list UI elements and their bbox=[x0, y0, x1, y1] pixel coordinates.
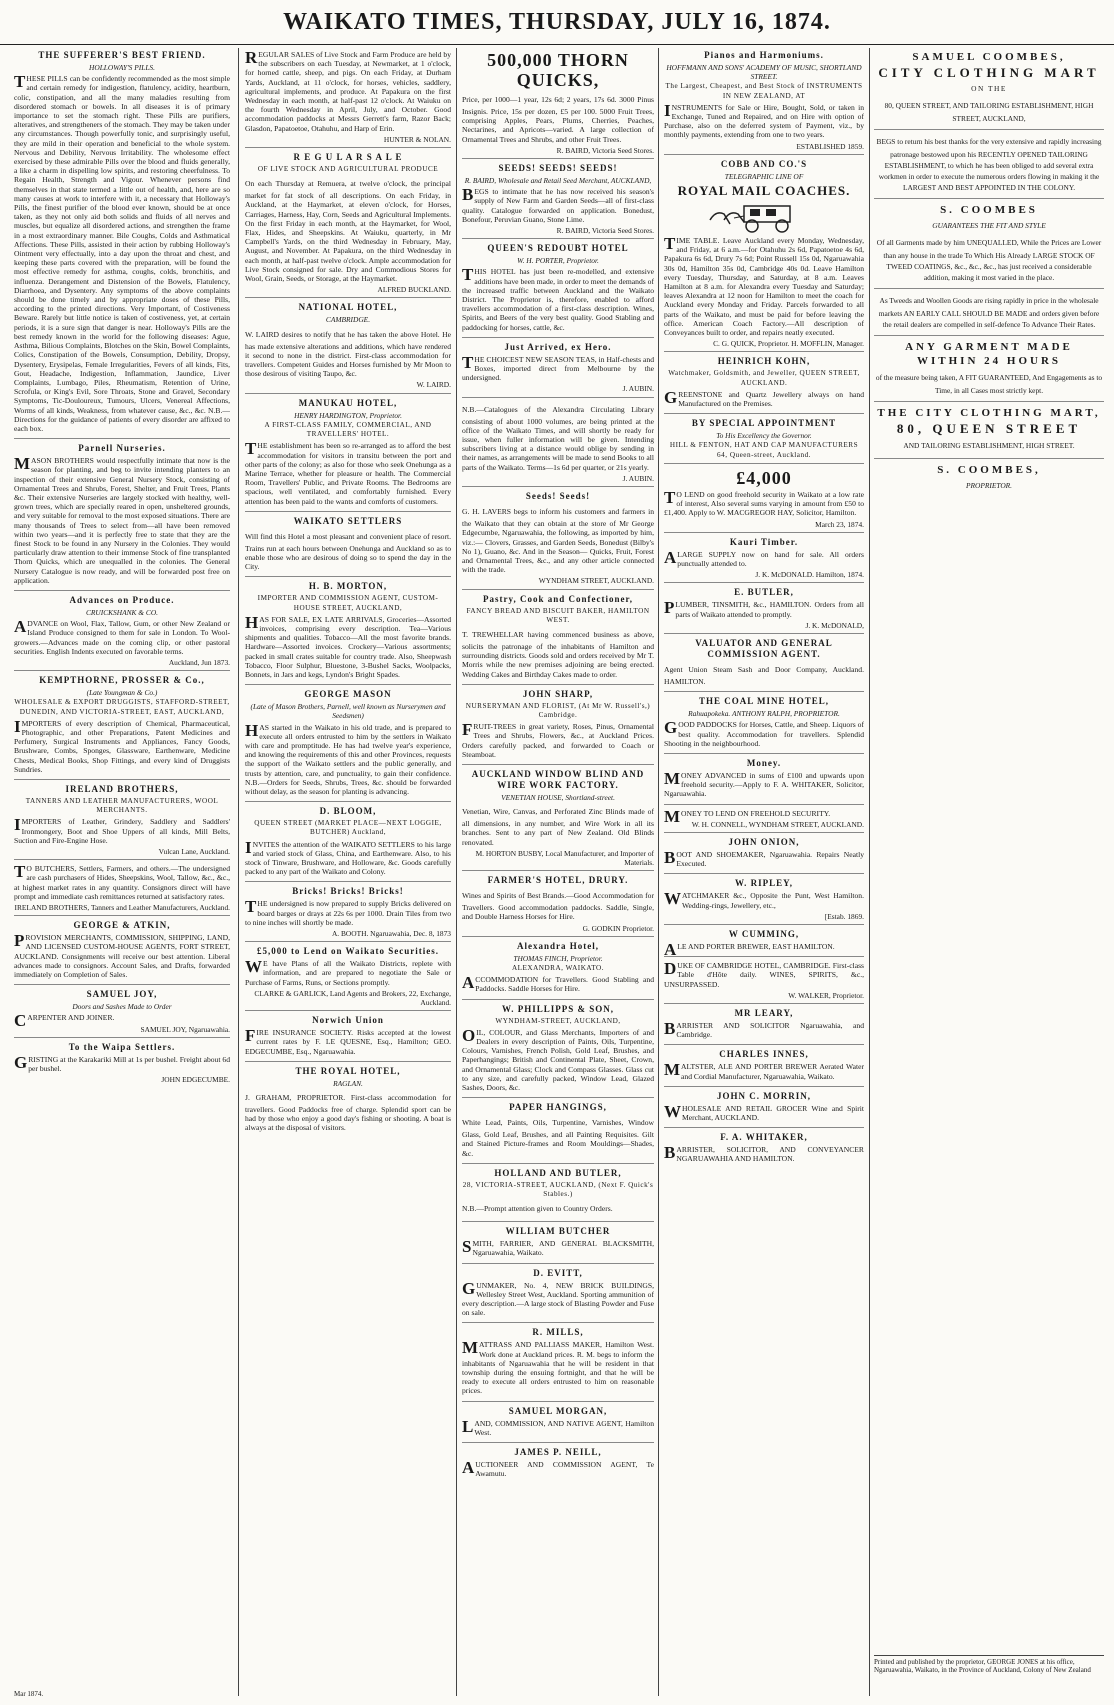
ad-heading: W. RIPLEY, bbox=[734, 878, 794, 889]
ad-subheading: TELEGRAPHIC LINE OF bbox=[724, 171, 804, 181]
ad-body: TO BUTCHERS, Settlers, Farmers, and others.—The undersigned are cash purchasers of Hides, Sheepskins, Wool, Tallow, &c., &c., at highest market rates in any quantity. Consignors direct will have prompt and immediate cash remittances returned at satisfactory rates. bbox=[14, 862, 230, 901]
advertisement bbox=[874, 293, 1104, 336]
ad-caption: A FIRST-CLASS FAMILY, COMMERCIAL, AND TRAVELLERS' HOTEL. bbox=[264, 420, 432, 439]
advertisement bbox=[462, 941, 654, 1000]
ad-heading: IRELAND BROTHERS, bbox=[65, 784, 179, 795]
ad-subheading: HOLLOWAY'S PILLS. bbox=[89, 63, 155, 72]
ad-heading: W. PHILLIPPS & SON, bbox=[502, 1003, 614, 1014]
ad-heading: To the Waipa Settlers. bbox=[68, 1041, 176, 1052]
ad-heading: NATIONAL HOTEL, bbox=[298, 302, 398, 313]
ad-heading: Parnell Nurseries. bbox=[78, 443, 166, 454]
ad-heading: WAIKATO SETTLERS bbox=[293, 515, 403, 526]
ad-signature: WYNDHAM STREET, AUCKLAND. bbox=[538, 576, 654, 586]
ad-signature: W. WALKER, Proprietor. bbox=[788, 990, 864, 1000]
advertisement bbox=[462, 163, 654, 239]
advertisement bbox=[245, 50, 451, 148]
ad-heading: Money. bbox=[746, 757, 782, 768]
advertisement bbox=[664, 537, 864, 584]
ad-signature: J. AUBIN. bbox=[622, 384, 654, 394]
advertisement bbox=[874, 406, 1104, 459]
advertisement bbox=[462, 491, 654, 589]
advertisement bbox=[462, 1102, 654, 1164]
ad-body: IMPORTERS of Leather, Grindery, Saddlery and Saddlers' Ironmongery, Boot and Shoe Uppers of all kinds, Mill Belts, Suction and Fire-Engine Hose. bbox=[14, 815, 230, 845]
ad-heading: QUEEN'S REDOUBT HOTEL bbox=[487, 243, 629, 254]
ad-heading: SAMUEL MORGAN, bbox=[508, 1405, 608, 1416]
ad-signature: ESTABLISHED 1859. bbox=[796, 141, 864, 151]
ad-body: CARPENTER AND JOINER. bbox=[14, 1011, 115, 1031]
column-2 bbox=[245, 48, 451, 1696]
ad-signature: M. HORTON BUSBY, Local Manufacturer, and Importer of Materials. bbox=[475, 848, 654, 867]
ad-body: BOOT AND SHOEMAKER, Ngaruawahia. Repairs Neatly Executed. bbox=[664, 847, 864, 869]
advertisement bbox=[874, 50, 1104, 130]
ad-body: TO LEND on good freehold security in Waikato at a low rate of interest, Also several sums varying in amount from £50 to £1,400. Apply to W. MACGREGOR HAY, Solicitor, Hamilton. bbox=[664, 487, 864, 518]
advertisement bbox=[664, 418, 864, 464]
ad-display-line: ROYAL MAIL COACHES. bbox=[677, 183, 851, 199]
ad-signature: IRELAND BROTHERS, Tanners and Leather Manufacturers, Auckland. bbox=[14, 903, 230, 913]
column-5 bbox=[874, 48, 1104, 1696]
advertisement bbox=[14, 784, 230, 860]
ad-signature: J. AUBIN. bbox=[622, 473, 654, 483]
ad-heading: Pianos and Harmoniums. bbox=[704, 50, 824, 60]
ad-body: THE undersigned is now prepared to supply Bricks delivered on board barges or drays at 22s 6s per 1000. Drain Tiles from two to nine inches will shortly be made. bbox=[245, 897, 451, 927]
ad-heading: FARMER'S HOTEL, DRURY. bbox=[487, 875, 629, 886]
ad-heading: H. B. MORTON, bbox=[308, 581, 388, 592]
ad-body: MALTSTER, ALE AND PORTER BREWER Aerated Water and Cordial Manufacturer, Ngaruawahia, Waikato. bbox=[664, 1060, 864, 1081]
ad-heading: Seeds! Seeds! bbox=[525, 491, 591, 502]
advertisement bbox=[245, 398, 451, 512]
ad-subheading: (Late Youngman & Co.) bbox=[86, 688, 158, 698]
newspaper-title: WAIKATO TIMES, THURSDAY, JULY 16, 1874. bbox=[283, 9, 831, 35]
ad-subheading: RAGLAN. bbox=[333, 1078, 363, 1088]
advertisement bbox=[462, 1004, 654, 1099]
ad-signature: G. GODKIN Proprietor. bbox=[582, 923, 654, 933]
ad-caption: Watchmaker, Goldsmith, and Jeweller, QUEEN STREET, AUCKLAND. bbox=[668, 369, 860, 387]
advertisement bbox=[14, 920, 230, 985]
ad-body: THE CHOICEST NEW SEASON TEAS, in Half-chests and Boxes, imported direct from Melbourne by the undersigned. bbox=[462, 352, 654, 383]
ad-heading: COBB AND CO.'S bbox=[720, 158, 808, 169]
advertisement bbox=[664, 961, 864, 1004]
ad-body: INVITES the attention of the WAIKATO SETTLERS to his large and varied stock of Glass, China, and Earthenware. Also, to his stock of Tinware, Brushware, and Holloware, &c. Goods carefully packed to any part of the Waikato and Colony. bbox=[245, 837, 451, 877]
ad-body: OIL, COLOUR, and Glass Merchants, Importers of and Dealers in every description of Paints, Oils, Turpentine, Colours, Varnishes, French Polish, Gold Leaf, Brushes, and Paperhangings; British and Continental Plate, Sheet, Crown, and Ornamental Glass; Clock and Compass Glasses. Glass cut to any size, and carefully packed, Window Lead, Glazed Sashes, Doors, &c. bbox=[462, 1025, 654, 1093]
ad-display-line: CITY CLOTHING MART bbox=[878, 65, 1100, 80]
ad-subheading: PROPRIETOR. bbox=[965, 481, 1013, 490]
ad-caption: The Largest, Cheapest, and Best Stock of INSTRUMENTS IN NEW ZEALAND, AT bbox=[665, 82, 863, 100]
advertisement bbox=[462, 402, 654, 487]
ad-signature: W. H. CONNELL, WYNDHAM STREET, AUCKLAND. bbox=[691, 819, 864, 829]
ad-heading: Norwich Union bbox=[312, 1015, 384, 1026]
column-4 bbox=[664, 48, 864, 1696]
ad-heading: Advances on Produce. bbox=[69, 594, 175, 605]
ad-heading: THE SUFFERER'S BEST FRIEND. bbox=[38, 50, 206, 60]
ad-heading: JOHN C. MORRIN, bbox=[717, 1090, 811, 1101]
ad-signature: ALFRED BUCKLAND. bbox=[377, 285, 451, 295]
ad-heading: JAMES P. NEILL, bbox=[514, 1447, 602, 1458]
ad-body: AND TAILORING ESTABLISHMENT, HIGH STREET. bbox=[903, 441, 1075, 450]
advertisement bbox=[462, 342, 654, 398]
ad-body: WHOLESALE AND RETAIL GROCER Wine and Spirit Merchant, AUCKLAND. bbox=[664, 1101, 864, 1122]
advertisement bbox=[462, 689, 654, 765]
ad-heading: THE COAL MINE HOTEL, bbox=[698, 696, 830, 707]
advertisement bbox=[245, 689, 451, 802]
ad-caption: ON THE bbox=[971, 84, 1007, 93]
advertisement bbox=[664, 638, 864, 692]
ad-heading: JOHN SHARP, bbox=[522, 688, 594, 699]
advertisement bbox=[462, 875, 654, 937]
ad-body: W. LAIRD desires to notify that he has taken the above Hotel. He has made extensive alterations and additions, which have rendered it second to none in the district. First-class accommodation for travellers. Competent Guides and Horses furnished by Mr Moon to those desirous of visiting Taupo, &c. bbox=[245, 329, 451, 379]
ad-signature: A. BOOTH. Ngaruawahia, Dec. 8, 1873 bbox=[331, 929, 451, 939]
ad-heading: VALUATOR AND GENERAL COMMISSION AGENT. bbox=[695, 637, 833, 659]
advertisement bbox=[664, 837, 864, 874]
ad-caption: FANCY BREAD AND BISCUIT BAKER, HAMILTON WEST. bbox=[466, 606, 650, 624]
ad-body: MONEY TO LEND ON FREEHOLD SECURITY. bbox=[664, 806, 831, 826]
ad-signature: J. K. McDONALD. Hamilton, 1874. bbox=[755, 570, 864, 580]
advertisement bbox=[664, 696, 864, 754]
ad-body: White Lead, Paints, Oils, Turpentine, Varnishes, Window Glass, Gold Leaf, Brushes, and all Painting Requisites. Gilt and Stained Picture-frames and Room Mouldings—Shades, &c. bbox=[462, 1118, 654, 1158]
ad-body: LAND, COMMISSION, AND NATIVE AGENT, Hamilton West. bbox=[462, 1416, 654, 1437]
ad-subheading: Doors and Sashes Made to Order bbox=[72, 1002, 172, 1012]
ad-caption: QUEEN STREET (MARKET PLACE—NEXT LOGGIE, BUTCHER) Auckland, bbox=[254, 819, 442, 837]
ad-body: BEGS to intimate that he has now received his season's supply of New Farm and Garden Seeds—all of first-class quality. Catalogue forwarded on application. Bonedust, Bonefour, Peruvian Guano, Stone Lime. bbox=[462, 185, 654, 224]
advertisement bbox=[874, 463, 1104, 497]
ad-subheading: W. H. PORTER, Proprietor. bbox=[517, 256, 599, 266]
ad-body: Price, per 1000—1 year, 12s 6d; 2 years, 17s 6d. 3000 Pinus Insignis. Price, 15s per dozen, £5 per 100. 5000 Fruit Trees, comprising Apples, Pears, Plums, Cherries, Peaches, Nectarines, and Apricots—varied. A large collection of Ornamental Trees and Shrubs, and other Fruit Trees. bbox=[462, 95, 654, 144]
ad-body: MASON BROTHERS would respectfully intimate that now is the season for planting, and beg to invite intending planters to an inspection of their extensive General Nursery Stock, consisting of Ornamental Trees and Shrubs, Forest, Shelter, and Fruit Trees, Plants &c. Their extensive Nurseries are largely stocked with healthy, well-grown trees, which are specially reared in open, unsheltered grounds, and very suitable for removal to the most exposed situations. There are many thousands of Trees to select from—all have been removed within two years—and it is perfectly free to state that they are the finest Stock to be found in any Nursery in the Colonies. They would particularly draw attention to their immense Stock of fine transplanted Thorn Quicks, which are unequalled in the colonies. The General Nursery Catalogue is now ready, and will be forwarded post free on application. bbox=[14, 454, 230, 585]
ad-signature: JOHN EDGECUMBE. bbox=[161, 1075, 230, 1085]
ad-subheading: R. BAIRD, Wholesale and Retail Seed Merchant, AUCKLAND, bbox=[464, 176, 652, 186]
ad-heading: MR LEARY, bbox=[734, 1007, 794, 1018]
ad-heading: Bricks! Bricks! Bricks! bbox=[292, 886, 404, 897]
ad-body: Of all Garments made by him UNEQUALLED, While the Prices are Lower than any house in the trade To Which His Already LARGE STOCK OF TWEED COATINGS, &c., &c., &c., has just received a considerable addition, making it most varied in the place. bbox=[876, 238, 1102, 282]
advertisement bbox=[462, 243, 654, 338]
advertisement bbox=[245, 302, 451, 393]
advertisement bbox=[664, 929, 864, 957]
ad-body: BARRISTER, SOLICITOR, AND CONVEYANCER NGARUAWAHIA AND HAMILTON. bbox=[664, 1143, 864, 1164]
ad-body: SMITH, FARRIER, AND GENERAL BLACKSMITH, Ngaruawahia, Waikato. bbox=[462, 1237, 654, 1258]
ad-heading: GEORGE & ATKIN, bbox=[73, 920, 171, 931]
advertisement bbox=[14, 989, 230, 1038]
ad-subheading: CAMBRIDGE. bbox=[325, 315, 371, 325]
ad-signature: R. BAIRD, Victoria Seed Stores. bbox=[556, 145, 654, 155]
ad-body: FIRE INSURANCE SOCIETY. Risks accepted at the lowest current rates by F. LE QUESNE, Esq., Hamilton; GEO. EDGECUMBE, Esq., Ngaruawahia. bbox=[245, 1026, 451, 1056]
ad-heading: D. BLOOM, bbox=[319, 806, 377, 817]
ad-heading: GEORGE MASON bbox=[304, 689, 392, 700]
advertisement bbox=[14, 595, 230, 671]
ad-body: As Tweeds and Woollen Goods are rising rapidly in price in the wholesale markets AN EARLY CALL SHOULD BE MADE and orders given before the retail dealers are compelled in self-defence To Advance Their Rates. bbox=[878, 296, 1100, 329]
ad-heading: R E G U L A R S A L E bbox=[293, 152, 403, 163]
advertisement bbox=[664, 159, 864, 353]
ad-caption: IMPORTER AND COMMISSION AGENT, CUSTOM-HOUSE STREET, AUCKLAND, bbox=[257, 594, 439, 612]
ad-body: of the measure being taken, A FIT GUARANTEED, And Engagements as to Time, in all Cases most strictly kept. bbox=[875, 373, 1103, 395]
ad-caption: WHOLESALE & EXPORT DRUGGISTS, STAFFORD-STREET, DUNEDIN, AND VICTORIA-STREET, EAST, AUCKLAND, bbox=[14, 698, 230, 716]
advertisement bbox=[14, 1042, 230, 1088]
ad-body: ADVANCE on Wool, Flax, Tallow, Gum, or other New Zealand or Island Produce consigned to them for sale in London. To Wool-growers.—Advances made on the coming clip, or other pastoral securities. English Indents executed on favorable terms. bbox=[14, 617, 230, 656]
ad-heading: Alexandra Hotel, bbox=[517, 940, 599, 951]
ad-heading: Pastry, Cook and Confectioner, bbox=[483, 593, 633, 604]
ad-subheading: HENRY HARDINGTON, Proprietor. bbox=[294, 410, 402, 420]
ad-body: THIS HOTEL has just been re-modelled, and extensive additions have been made, in order to meet the demands of the increased traffic between Auckland and the Waikato District. The Proprietor is, therefore, enabled to afford travellers accommodation of a first-class description. Wines, Spirits, and Beers of the very best quality. Good Stabling and paddocking for horses, cattle, &c. bbox=[462, 265, 654, 332]
advertisement bbox=[462, 1447, 654, 1483]
column-3 bbox=[462, 48, 654, 1696]
column-rule bbox=[238, 48, 239, 1696]
ad-heading: D. EVITT, bbox=[533, 1267, 583, 1278]
coach-illustration bbox=[664, 200, 864, 234]
advertisement bbox=[462, 50, 654, 159]
ad-heading: JOHN ONION, bbox=[728, 836, 800, 847]
printer-imprint: Printed and published by the proprietor, GEORGE JONES at his office, Ngaruawahia, Waikato, in the Province of Auckland, Colony of New Zealand bbox=[874, 1655, 1104, 1675]
ad-body: TIME TABLE. Leave Auckland every Monday, Wednesday, and Friday, at 6 a.m.—for Otahuhu 2s 6d, Papatoetoe 4s 6d, Papakura 6s 6d, Drury 7s 6d; Point Russell 15s 0d, Ngaruawahia 30s 0d, Hamilton 35s 0d, Cambridge 40s 0d. Leave Hamilton every Tuesday, Thursday, and Saturday, at 8 a.m. Leaves Hamilton at 8 a.m. for Alexandra every Tuesday and Saturday; leaves Alexandra at 12 noon for Hamilton to meet the coach for Auckland every Monday and Friday. Parcels forwarded to all parts of the Waikato, and must be paid for before leaving the office. American Coach Factory.—All description of Conveyances built to order, and repairs neatly executed. bbox=[664, 234, 864, 338]
ad-heading: Kauri Timber. bbox=[729, 536, 799, 547]
ad-signature: Auckland, Jun 1873. bbox=[168, 657, 230, 667]
ad-body: J. GRAHAM, PROPRIETOR. First-class accommodation for travellers. Good Paddocks free of charge. Splendid sport can be had by those who enjoy a good day's fishing or shooting. A boat is always at the disposal of visitors. bbox=[245, 1093, 451, 1133]
ad-caption: 28, VICTORIA-STREET, AUCKLAND, (Next F. Quick's Stables.) bbox=[462, 1180, 654, 1199]
column-rule bbox=[456, 48, 457, 1696]
ad-signature: J. K. McDONALD, bbox=[805, 620, 864, 630]
advertisement bbox=[874, 134, 1104, 199]
advertisement bbox=[664, 1091, 864, 1128]
ad-heading: 500,000 THORN QUICKS, bbox=[487, 50, 629, 90]
ad-body: On each Thursday at Remuera, at twelve o'clock, the principal market for fat stock of all descriptions. On each Friday, in Auckland, at the Haymarket, at eleven o'clock, for Horses, Carriages, Harness, Hay, Corn, Seeds and Agricultural Implements. On the first Friday in each month, at the Haymarket, for Wool, Flax, Hides, and Sheepskins. At Waiuku, quarterly, in Mr Campbell's Yards, on the third Wednesday in February, May, August, and November. At Papakura, on the third Wednesday in each month, at half-past twelve o'clock. Ample accommodation for Live Stock consigned for sale. Dry and Commodious Stores for Wool, Grain, Seeds, or Storage, at the Haymarket. bbox=[245, 179, 451, 284]
ad-signature: HUNTER & NOLAN. bbox=[383, 134, 451, 144]
page-footnote: Mar 1874. bbox=[14, 1690, 44, 1698]
ad-body: GOOD PADDOCKS for Horses, Cattle, and Sheep. Liquors of best quality. Accommodation for travellers. Splendid Shooting in the neighbourhood. bbox=[664, 718, 864, 748]
ad-body: WATCHMAKER &c., Opposite the Punt, West Hamilton. Wedding-rings, Jewellery, etc., bbox=[664, 889, 864, 910]
advertisement bbox=[664, 758, 864, 805]
advertisement bbox=[14, 443, 230, 591]
ad-caption: HILL & FENTON, HAT AND CAP MANUFACTURERS 64, Queen-street, Auckland. bbox=[669, 441, 859, 459]
ad-heading: KEMPTHORNE, PROSSER & Co., bbox=[39, 675, 205, 686]
advertisement bbox=[664, 1008, 864, 1045]
advertisement bbox=[664, 878, 864, 925]
ad-heading: S. COOMBES, bbox=[937, 464, 1041, 476]
ad-heading: MANUKAU HOTEL, bbox=[298, 397, 398, 408]
ad-body: PROVISION MERCHANTS, COMMISSION, SHIPPING, LAND, AND LICENSED CUSTOM-HOUSE AGENTS, FORT STREET, AUCKLAND. Consignments will receive our best attention. Liberal advances made to consignors. Account Sales, and Drafts, forwarded immediately on Completion of Sales. bbox=[14, 931, 230, 980]
ad-heading: F. A. WHITAKER, bbox=[720, 1132, 808, 1143]
ad-body: PLUMBER, TINSMITH, &c., HAMILTON. Orders from all parts of Waikato attended to promptly. bbox=[664, 598, 864, 619]
advertisement bbox=[664, 1132, 864, 1168]
ad-caption: ALEXANDRA, WAIKATO. bbox=[511, 963, 605, 972]
ad-subheading: (Late of Mason Brothers, Parnell, well known as Nurserymen and Seedsmen) bbox=[250, 702, 446, 721]
ad-body: N.B.—Prompt attention given to Country Orders. bbox=[462, 1204, 613, 1214]
ad-body: Agent Union Steam Sash and Door Company, Auckland. HAMILTON. bbox=[664, 664, 864, 686]
column-rule bbox=[658, 48, 659, 1696]
ad-body: THESE PILLS can be confidently recommended as the most simple and certain remedy for indigestion, flatulency, acidity, heartburn, colic, constipation, and all the many maladies resulting from disordered stomach or bowels. In all diseases it is of primary importance to set the stomach right. These Pills are purifiers, alteratives, and strengtheners of the stomach. They may be taken under any circumstances. Though powerfully tonic, and surprisingly useful, they are mild in their operation and beneficial to the whole system. Nervous and Debility, Nervous Irritability. The wholesome effect exercised by these admirable Pills over the blood and fluids generally, a like a charm in dispelling low spirits, and restoring cheerfulness. To Regain Health, Strength and Vigour. Whenever persons find themselves in that state termed a little out of health, and, here are so many causes at work to interfere with it, a necessary that Holloway's Pills, the finest purifier of the blood ever known, should be at once taken, as they not only aid both solids and fluids of all nerves and muscles, but equalize all disordered actions, and strengthen the frame in a most extraordinary manner. Bile Coughs, Colds and Asthmatical Affections. These Pills, assisted in their action by rubbing Holloway's Ointment very effectually, into a day upon the throat and chest, and keeping these parts covered with the preparation, will be found the most effective remedy for asthma, coughs, colds, bronchitis, and influenza. Derangement and Distension of the Bowels, Flatulency, Diarrhoea, and Dysentery. Any symptoms of the above complaints should be done timely and by appropriate doses of these Pills, according to the printed directions. Very Important, of Costiveness Beware. Rarely but little notice is taken of costiveness, yet, at certain periods, it is a sure sign that danger is near. Holloway's Pills are the best remedy known in the world for the following diseases: Ague, Asthma, Bilious Complaints, Blotches on the Skin, Bowel Complaints, Colics, Constipation of the Bowels, Consumption, Debility, Dropsy, Dysentery, Erysipelas, Female Irregularities, Fevers of all kinds, Fits, Gout, Headache, Indigestion, Inflammation, Jaundice, Liver Complaints, Lumbago, Piles, Rheumatism, Retention of Urine, Scrofula, or King's Evil, Sore Throats, Stone and Gravel, Secondary Symptoms, Tic-Douloureux, Tumours, Ulcers, Venereal Affections, Worms of all kinds, Weakness, from whatever cause, &c., &c. N.B.—Directions for the guidance of patients of every disorder are affixed to each box. bbox=[14, 72, 230, 433]
advertisement bbox=[462, 769, 654, 871]
ad-signature: SAMUEL JOY, Ngaruawahia. bbox=[140, 1024, 230, 1034]
ad-body: Will find this Hotel a most pleasant and convenient place of resort. Trains run at each hours between Onehunga and Auckland so as to enable those who are desirous of doing so to spend the day in the City. bbox=[245, 531, 451, 572]
column-1 bbox=[14, 48, 230, 1696]
ad-body: THE establishment has been so re-arranged as to afford the best accommodation for visitors in transitu between the port and other parts of the colony; as also for those who seek Onehunga as a Marine Terrace, whether for pleasure or health. The Commercial Room, Travellers' Public, and Private Rooms. The Bedrooms are spacious, well ventilated, and comfortably furnished. Every attention has been paid to the wants and comforts of customers. bbox=[245, 439, 451, 506]
ad-caption: TANNERS AND LEATHER MANUFACTURERS, WOOL MERCHANTS. bbox=[25, 797, 219, 815]
advertisement bbox=[245, 152, 451, 298]
advertisement bbox=[664, 356, 864, 414]
ad-body: FRUIT-TREES in great variety, Roses, Pinus, Ornamental Trees and Shrubs, Flowers, &c., at Auckland Prices. Orders carefully packed, and forwarded to Coach or Steamboat. bbox=[462, 720, 654, 759]
ad-subheading: CRUICKSHANK & CO. bbox=[85, 607, 159, 617]
ad-body: AUCTIONEER AND COMMISSION AGENT, Te Awamutu. bbox=[462, 1458, 654, 1479]
ad-heading: Just Arrived, ex Hero. bbox=[504, 341, 612, 352]
ad-signature: [Estab. 1869. bbox=[824, 911, 864, 921]
ad-display-line: 80, QUEEN STREET bbox=[896, 421, 1082, 436]
masthead bbox=[0, 0, 1114, 45]
ad-body: IMPORTERS of every description of Chemical, Pharmaceutical, Photographic, and other Preparations, Patent Medicines and Perfumery, Surgical Instruments and Appliances, Fancy Goods, Brushware, Combs, Sponges, Glassware, Earthenware, Medicine Chests, Medical Books, Shop Fittings, and every kind of Druggists Sundries. bbox=[14, 716, 230, 774]
advertisement bbox=[462, 1226, 654, 1263]
ad-body: N.B.—Catalogues of the Alexandra Circulating Library consisting of about 1000 volumes, are being printed at the office of the Waikato Times, and will shortly be ready for issue, when fuller information will be given. Intending subscribers living at a distance would oblige by sending in their names, as arrangements will be made to send Books to all parts of the Waikato. Terms—1s 6d per quarter, or 21s yearly. bbox=[462, 404, 654, 472]
ad-caption: OF LIVE STOCK AND AGRICULTURAL PRODUCE bbox=[257, 165, 439, 174]
ad-heading: E. BUTLER, bbox=[734, 587, 794, 598]
ad-caption: WYNDHAM-STREET, AUCKLAND, bbox=[495, 1016, 621, 1025]
ad-signature: Vulcan Lane, Auckland. bbox=[158, 847, 230, 857]
ad-body: G. H. LAVERS begs to inform his customers and farmers in the Waikato that they can obtain at the store of Mr George Edgecumbe, Ngaruawahia, the following, as imported by him, viz.:— Clovers, Grasses, and Garden Seeds, Bonedust (Bilby's No 1), Guano, &c. And in the Season— Quicks, Fruit, Forest and Ornamental Trees, &c., and any other article connected with the trade. bbox=[462, 507, 654, 575]
advertisement bbox=[245, 1066, 451, 1138]
ad-body: Venetian, Wire, Canvas, and Perforated Zinc Blinds made of all dimensions, in any number, and Wire Work in all its branches. Sent to any part of New Zealand. Old Blinds renovated. bbox=[462, 807, 654, 847]
advertisement bbox=[245, 581, 451, 685]
ad-heading: AUCKLAND WINDOW BLIND AND WIRE WORK FACTORY. bbox=[471, 768, 645, 790]
ad-signature: R. BAIRD, Victoria Seed Stores. bbox=[556, 226, 654, 236]
advertisement bbox=[664, 50, 864, 155]
ad-heading: £5,000 to Lend on Waikato Securities. bbox=[256, 946, 440, 957]
advertisement bbox=[664, 587, 864, 634]
ad-subheading: Rahuapokeka. ANTHONY RALPH, PROPRIETOR. bbox=[688, 709, 840, 719]
ad-body: HAS FOR SALE, EX LATE ARRIVALS, Groceries—Assorted invoices, comprising every description. Tea—Various shipments and qualities. Tobacco—All the most favorite brands. Hardware—Assorted invoices. Crockery—Various assortments; packed in small crates suitable for country trade. Also, Sheepwash Tobacco, Floor Sulphur, Bluestone, 3-Bushel Sacks, Woolpacks, Bonnets, in Jars and kegs, Lyndon's Bright Spades. bbox=[245, 612, 451, 679]
advertisement bbox=[664, 1049, 864, 1086]
ad-body: WE have Plans of all the Waikato Districts, replete with information, and are prepared to negotiate the Sale or Purchase of Farms, Runs, or Sections promptly. bbox=[245, 957, 451, 987]
advertisement bbox=[462, 1268, 654, 1324]
advertisement bbox=[245, 1015, 451, 1062]
ad-heading: SAMUEL JOY, bbox=[86, 989, 158, 1000]
ad-heading: SAMUEL COOMBES, bbox=[912, 51, 1066, 63]
ad-signature: W. LAIRD. bbox=[416, 380, 451, 390]
advertisement bbox=[664, 806, 864, 833]
ad-body: MATTRASS AND PALLIASS MAKER, Hamilton West. Work done at Auckland prices. R. M. begs to inform the inhabitants of Ngaruawahia that he will be resident in that township during the ensuing fortnight, and that he will be ready to execute all orders entrusted to him on reasonable prices. bbox=[462, 1338, 654, 1396]
advertisement bbox=[874, 203, 1104, 289]
ad-heading: THE ROYAL HOTEL, bbox=[295, 1065, 401, 1076]
ad-body: ACCOMMODATION for Travellers. Good Stabling and Paddocks. Saddle Horses for Hire. bbox=[462, 973, 654, 994]
ad-signature: CLARKE & GARLICK, Land Agents and Brokers, 22, Exchange, Auckland. bbox=[254, 988, 451, 1008]
advertisement bbox=[245, 946, 451, 1011]
ad-heading: CHARLES INNES, bbox=[719, 1049, 809, 1060]
ad-body: ALARGE SUPPLY now on hand for sale. All orders punctually attended to. bbox=[664, 547, 864, 568]
ad-heading: THE CITY CLOTHING MART, bbox=[877, 407, 1101, 419]
ad-body: ALE AND PORTER BREWER, EAST HAMILTON. bbox=[664, 939, 835, 959]
ad-caption: NURSERYMAN AND FLORIST, (At Mr W. Russell's,) Cambridge. bbox=[465, 701, 651, 719]
ad-heading: HEINRICH KOHN, bbox=[717, 356, 811, 367]
ad-body: GREENSTONE and Quartz Jewellery always on hand Manufactured on the Premises. bbox=[664, 387, 864, 409]
ad-body: Wines and Spirits of Best Brands.—Good Accommodation for Travellers. Good accommodation paddocks. Saddle, Single, and Double Harness Horses for Hire. bbox=[462, 891, 654, 922]
ad-heading: HOLLAND AND BUTLER, bbox=[494, 1167, 622, 1178]
advertisement bbox=[245, 806, 451, 882]
ad-signature: March 23, 1874. bbox=[815, 519, 864, 529]
ad-body: GRISTING at the Karakariki Mill at 1s per bushel. Freight about 6d per bushel. bbox=[14, 1052, 230, 1074]
ad-signature: C. G. QUICK, Proprietor. H. MOFFLIN, Manager. bbox=[713, 339, 864, 349]
ad-heading: PAPER HANGINGS, bbox=[509, 1102, 607, 1113]
advertisement bbox=[14, 50, 230, 439]
ad-heading: S. COOMBES bbox=[940, 204, 1038, 216]
advertisement bbox=[245, 516, 451, 578]
ad-body: GUNMAKER, No. 4, NEW BRICK BUILDINGS, Wellesley Street West, Auckland. Sporting ammunition of every description.—A large stock of Blasting Powder and Fuse on sale. bbox=[462, 1278, 654, 1318]
ad-body: INSTRUMENTS for Sale or Hire, Bought, Sold, or taken in Exchange, Tuned and Repaired, and on Hire with option of Purchase, also on the deferred system of Payment, viz., by monthly payments, extending from one to two years. bbox=[664, 100, 864, 140]
ad-body: HAS started in the Waikato in his old trade, and is prepared to execute all orders entrusted to him by the settlers in Waikato with care and promptitude. He has had twelve year's experience, and knowing the requirements of this and other Provinces, requests the support of the Waikato settlers and the public generally, and trusts by attention, care, and punctuality, to gain their confidence. N.B.—Orders for Seeds, Shrubs, Trees, &c. should be forwarded without delay, as the season for planting is advancing. bbox=[245, 720, 451, 796]
advertisement bbox=[462, 1406, 654, 1443]
ad-heading: ANY GARMENT MADE WITHIN 24 HOURS bbox=[905, 341, 1073, 367]
ad-subheading: To His Excellency the Governor. bbox=[716, 431, 812, 441]
ad-body: BEGS to return his best thanks for the very extensive and rapidly increasing patronage bestowed upon his RECENTLY OPENED TAILORING ESTABLISHMENT, to which he has been obliged to add several extra workmen in order to execute the numerous orders flowing in making it the LARGEST AND BEST APPOINTED IN THE COLONY. bbox=[876, 137, 1102, 192]
column-rule bbox=[869, 48, 870, 1696]
ad-body: 80, QUEEN STREET, AND TAILORING ESTABLISHMENT, HIGH STREET, AUCKLAND, bbox=[884, 101, 1094, 123]
ad-body: BARRISTER AND SOLICITOR Ngaruawahia, and Cambridge. bbox=[664, 1018, 864, 1040]
ad-subheading: VENETIAN HOUSE, Shortland-street. bbox=[501, 792, 615, 802]
advertisement bbox=[14, 864, 230, 916]
ad-heading: W CUMMING, bbox=[728, 928, 800, 939]
ad-body: MONEY ADVANCED in sums of £100 and upwards upon freehold security.—Apply to F. A. WHITAKER, Solicitor, Ngaruawahia. bbox=[664, 768, 864, 799]
advertisement bbox=[874, 340, 1104, 402]
advertisement bbox=[462, 1168, 654, 1222]
advertisement bbox=[245, 886, 451, 942]
advertisement bbox=[462, 1327, 654, 1401]
ad-heading: R. MILLS, bbox=[532, 1327, 584, 1338]
advertisement bbox=[664, 468, 864, 533]
advertisement bbox=[14, 675, 230, 780]
ad-body: DUKE OF CAMBRIDGE HOTEL, CAMBRIDGE. First-class Table d'Hôte daily. WINES, SPIRITS, &c., UNSURPASSED. bbox=[664, 959, 864, 989]
advertisement bbox=[462, 594, 654, 685]
ad-heading: WILLIAM BUTCHER bbox=[505, 1226, 611, 1237]
ad-subheading: HOFFMANN AND SONS' ACADEMY OF MUSIC, SHORTLAND STREET. bbox=[666, 63, 862, 82]
ad-body: T. TREWHELLAR having commenced business as above, solicits the patronage of the inhabitants of Hamilton and surrounding districts. Goods sold and orders received by Mr T. Morris while the new premises adjoining are being erected. Wedding Cakes and Birthday Cakes made to order. bbox=[462, 629, 654, 679]
ad-subheading: GUARANTEES THE FIT AND STYLE bbox=[932, 221, 1046, 230]
ad-heading: SEEDS! SEEDS! SEEDS! bbox=[498, 163, 618, 174]
ad-heading: £4,000 bbox=[736, 467, 792, 488]
ad-subheading: THOMAS FINCH, Proprietor. bbox=[513, 953, 603, 963]
ad-heading: BY SPECIAL APPOINTMENT bbox=[691, 418, 837, 429]
ad-body: REGULAR SALES of Live Stock and Farm Produce are held by the subscribers on each Tuesday, at Newmarket, at 1 o'clock, for horned cattle, sheep, and pigs. On each Friday, at Durham Yards, Auckland, at 11 o'clock, for horses, vehicles, saddlery, agricultural implements, and produce. At Papakura on the first Wednesday in each month, at half-past 12 o'clock. At Waiuku on the fourth Wednesday in April, July, and October. Good accommodation paddocks at Messrs Gerrett's farm, Razor Back; Glasdon, Papatoetoe, Otahuhu, and Harp of Erin. bbox=[245, 48, 451, 133]
